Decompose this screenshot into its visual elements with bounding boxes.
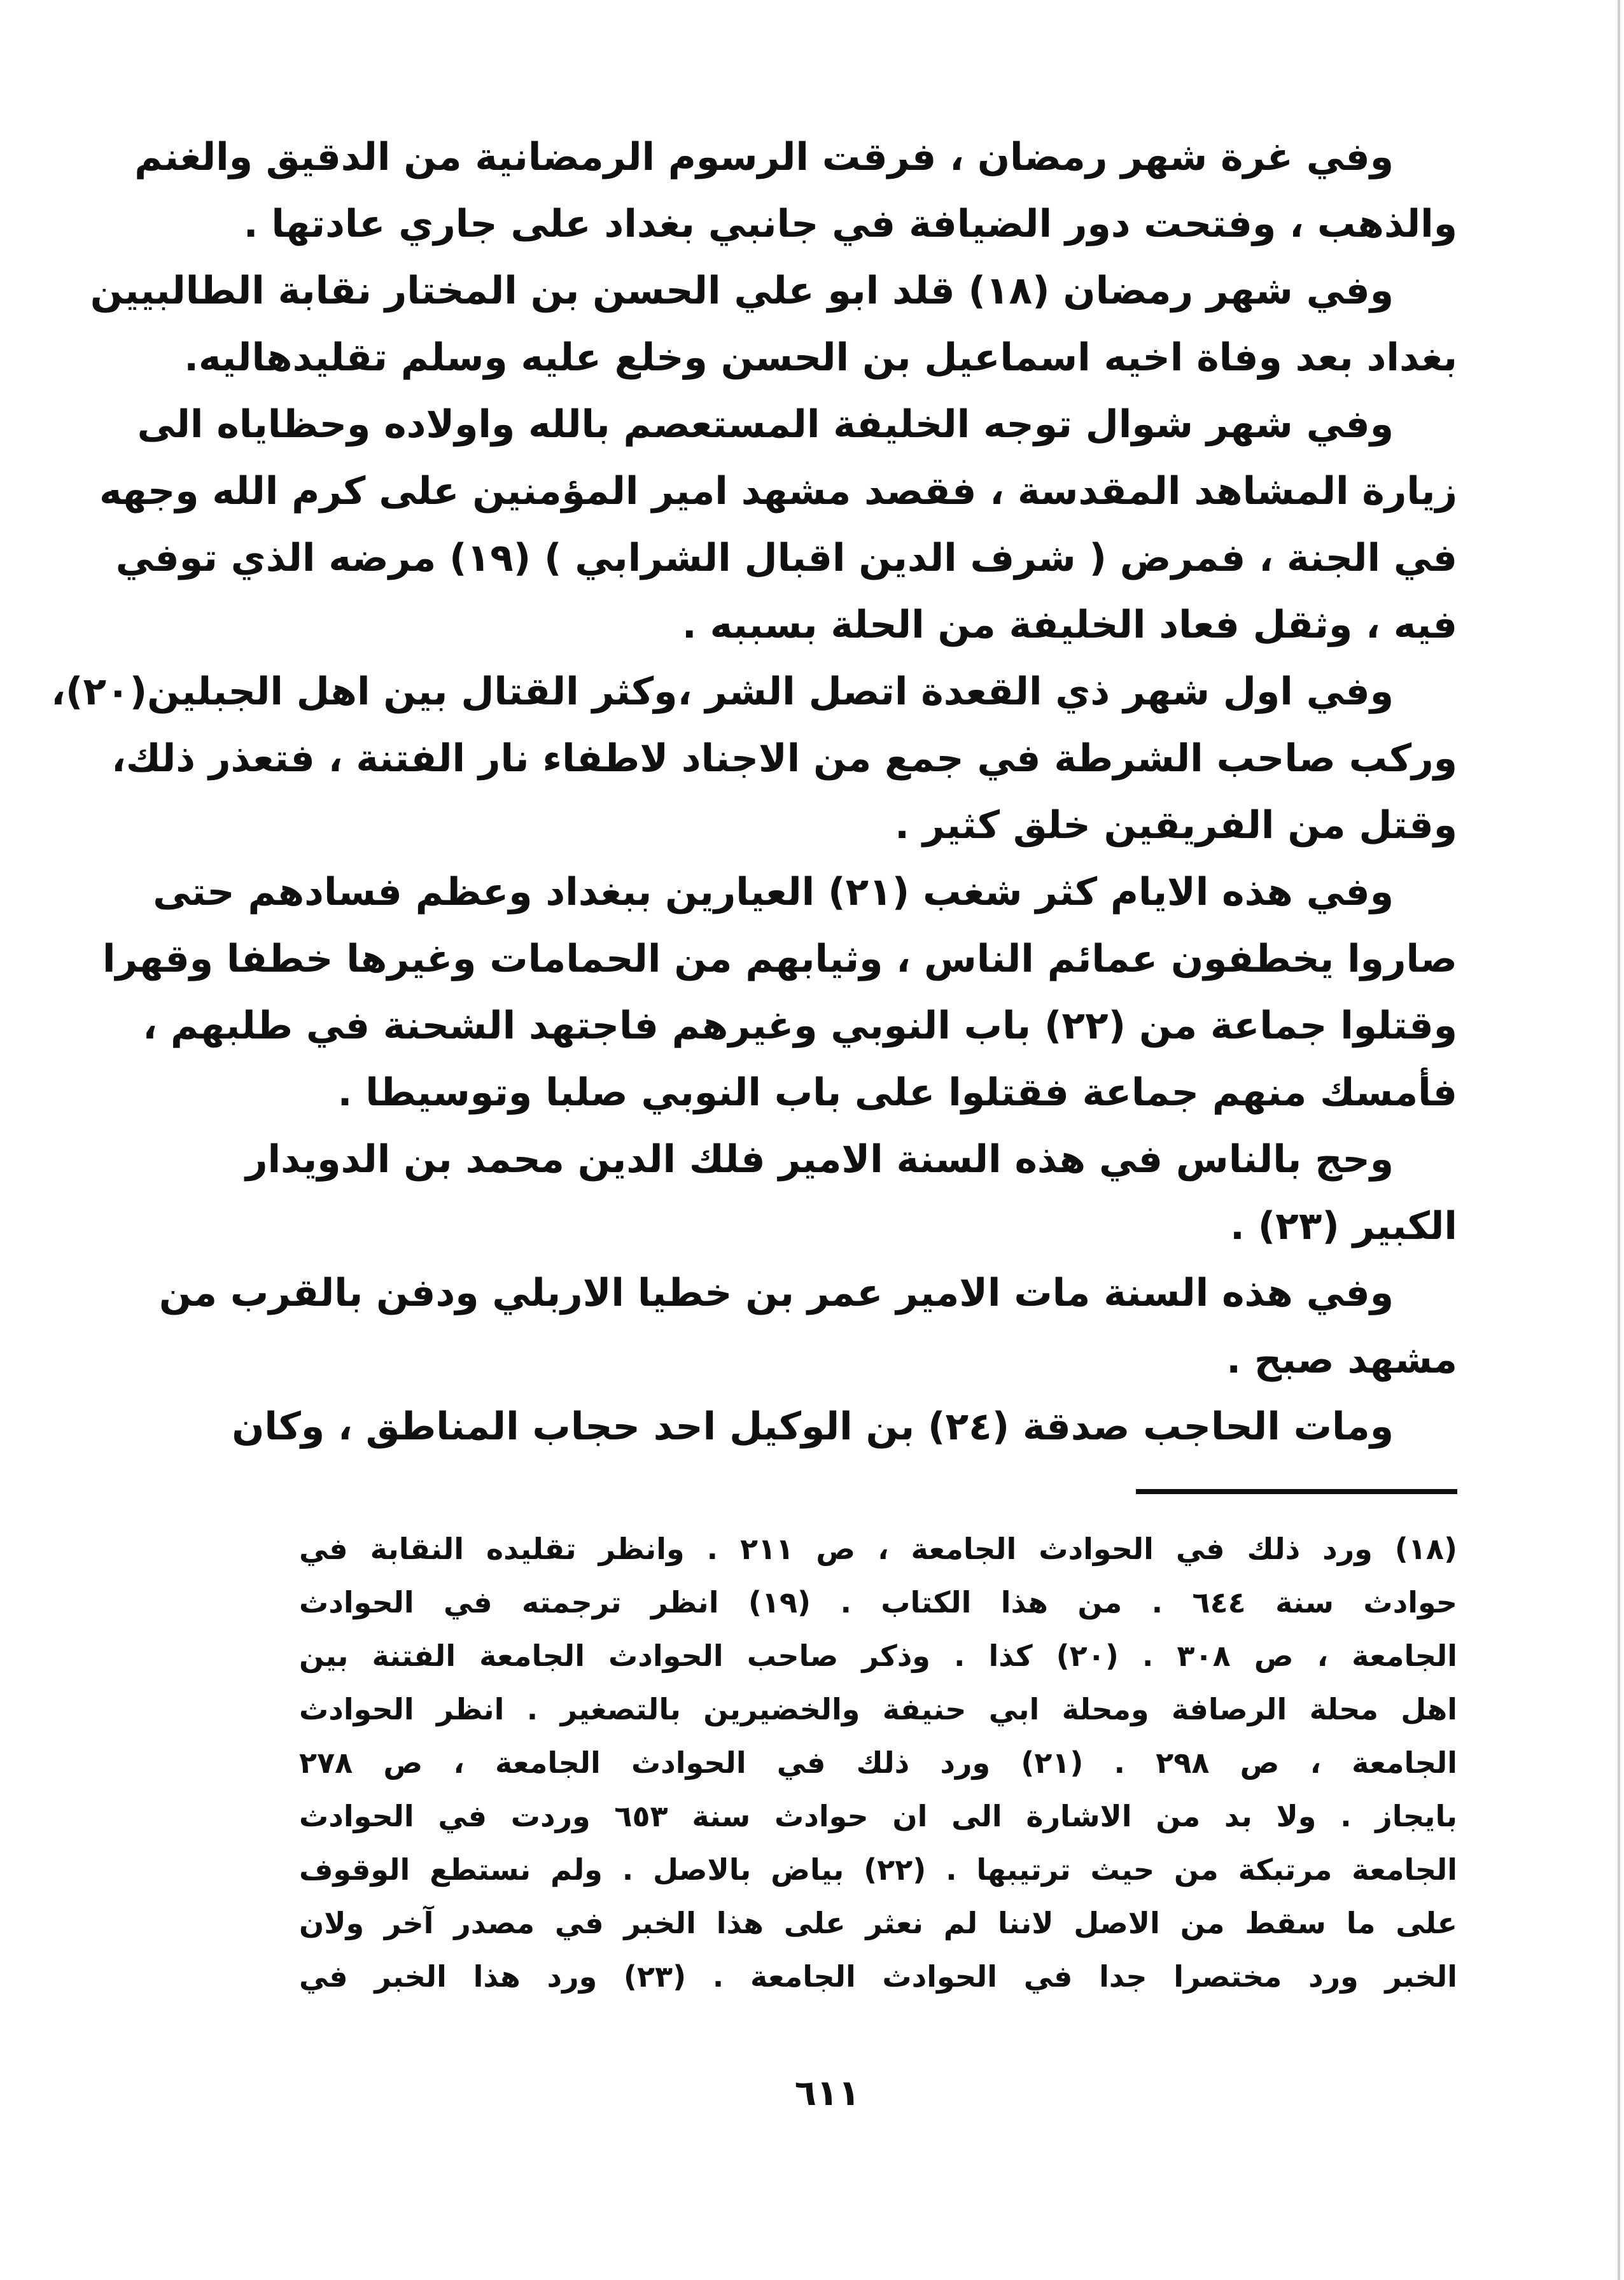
text-line: والذهب ، وفتحت دور الضيافة في جانبي بغداد على جاري عادتها .	[243, 202, 1457, 246]
text-line: فيه ، وثقل فعاد الخليفة من الحلة بسببه .	[682, 603, 1457, 647]
footnote-line: (١٨) ورد ذلك في الحوادث الجامعة ، ص ٢١١ . وانظر تقليده النقابة في	[299, 1532, 1458, 1566]
footnote-line: بايجاز . ولا بد من الاشارة الى ان حوادث سنة ٦٥٣ وردت في الحوادث	[299, 1799, 1458, 1833]
text-line: وفي شهر رمضان (١٨) قلد ابو علي الحسن بن المختار نقابة الطالبيين	[90, 269, 1394, 313]
text-line: ومات الحاجب صدقة (٢٤) بن الوكيل احد حجاب المناطق ، وكان	[232, 1404, 1394, 1449]
text-line: وفي هذه السنة مات الامير عمر بن خطيا الاربلي ودفن بالقرب من	[158, 1271, 1394, 1315]
text-line: وفي اول شهر ذي القعدة اتصل الشر ،وكثر القتال بين اهل الجبلين(٢٠)،	[51, 669, 1394, 714]
page-number: ٦١١	[794, 2073, 860, 2114]
text-line: زيارة المشاهد المقدسة ، فقصد مشهد امير المؤمنين على كرم الله وجهه	[99, 469, 1457, 514]
footnotes	[299, 1522, 1457, 2003]
footnote-line: على ما سقط من الاصل لاننا لم نعثر على هذا الخبر في مصدر آخر ولان	[299, 1906, 1457, 1940]
main-text	[51, 124, 1457, 1460]
footnote-line: الخبر ورد مختصرا جدا في الحوادث الجامعة . (٢٣) ورد هذا الخبر في	[299, 1959, 1457, 1994]
footnote-line: اهل محلة الرصافة ومحلة ابي حنيفة والخضيرين بالتصغير . انظر الحوادث	[299, 1692, 1457, 1726]
text-line: فأمسك منهم جماعة فقتلوا على باب النوبي صلبا وتوسيطا .	[337, 1070, 1457, 1115]
text-line: وفي هذه الايام كثر شغب (٢١) العيارين ببغداد وعظم فسادهم حتى	[153, 870, 1394, 914]
text-line: وفي غرة شهر رمضان ، فرقت الرسوم الرمضانية من الدقيق والغنم	[134, 135, 1394, 179]
text-line: وركب صاحب الشرطة في جمع من الاجناد لاطفاء نار الفتنة ، فتعذر ذلك،	[111, 736, 1457, 781]
footnote-line: حوادث سنة ٦٤٤ . من هذا الكتاب . (١٩) انظر ترجمته في الحوادث	[299, 1585, 1458, 1619]
footnote-line: الجامعة مرتبكة من حيث ترتيبها . (٢٢) بياض بالاصل . ولم نستطع الوقوف	[299, 1852, 1457, 1887]
text-line: وحج بالناس في هذه السنة الامير فلك الدين محمد بن الدويدار	[245, 1137, 1394, 1182]
text-line: صاروا يخطفون عمائم الناس ، وثيابهم من الحمامات وغيرها خطفا وقهرا	[102, 937, 1457, 981]
text-line: وقتل من الفريقين خلق كثير .	[895, 803, 1457, 848]
text-line: مشهد صبح .	[1226, 1338, 1457, 1382]
scan-edge	[1618, 0, 1620, 2280]
text-line: بغداد بعد وفاة اخيه اسماعيل بن الحسن وخلع عليه وسلم تقليدهاليه.	[184, 335, 1457, 380]
footnote-line: الجامعة ، ص ٢٩٨ . (٢١) ورد ذلك في الحوادث الجامعة ، ص ٢٧٨	[299, 1745, 1457, 1780]
footnote-separator	[1136, 1489, 1457, 1494]
text-line: الكبير (٢٣) .	[1230, 1204, 1457, 1248]
text-line: وقتلوا جماعة من (٢٢) باب النوبي وغيرهم فاجتهد الشحنة في طلبهم ،	[143, 1004, 1457, 1048]
text-line: وفي شهر شوال توجه الخليفة المستعصم بالله واولاده وحظاياه الى	[137, 402, 1394, 447]
text-line: في الجنة ، فمرض ( شرف الدين اقبال الشرابي ) (١٩) مرضه الذي توفي	[115, 536, 1457, 580]
footnote-line: الجامعة ، ص ٣٠٨ . (٢٠) كذا . وذكر صاحب الحوادث الجامعة الفتنة بين	[299, 1639, 1457, 1673]
